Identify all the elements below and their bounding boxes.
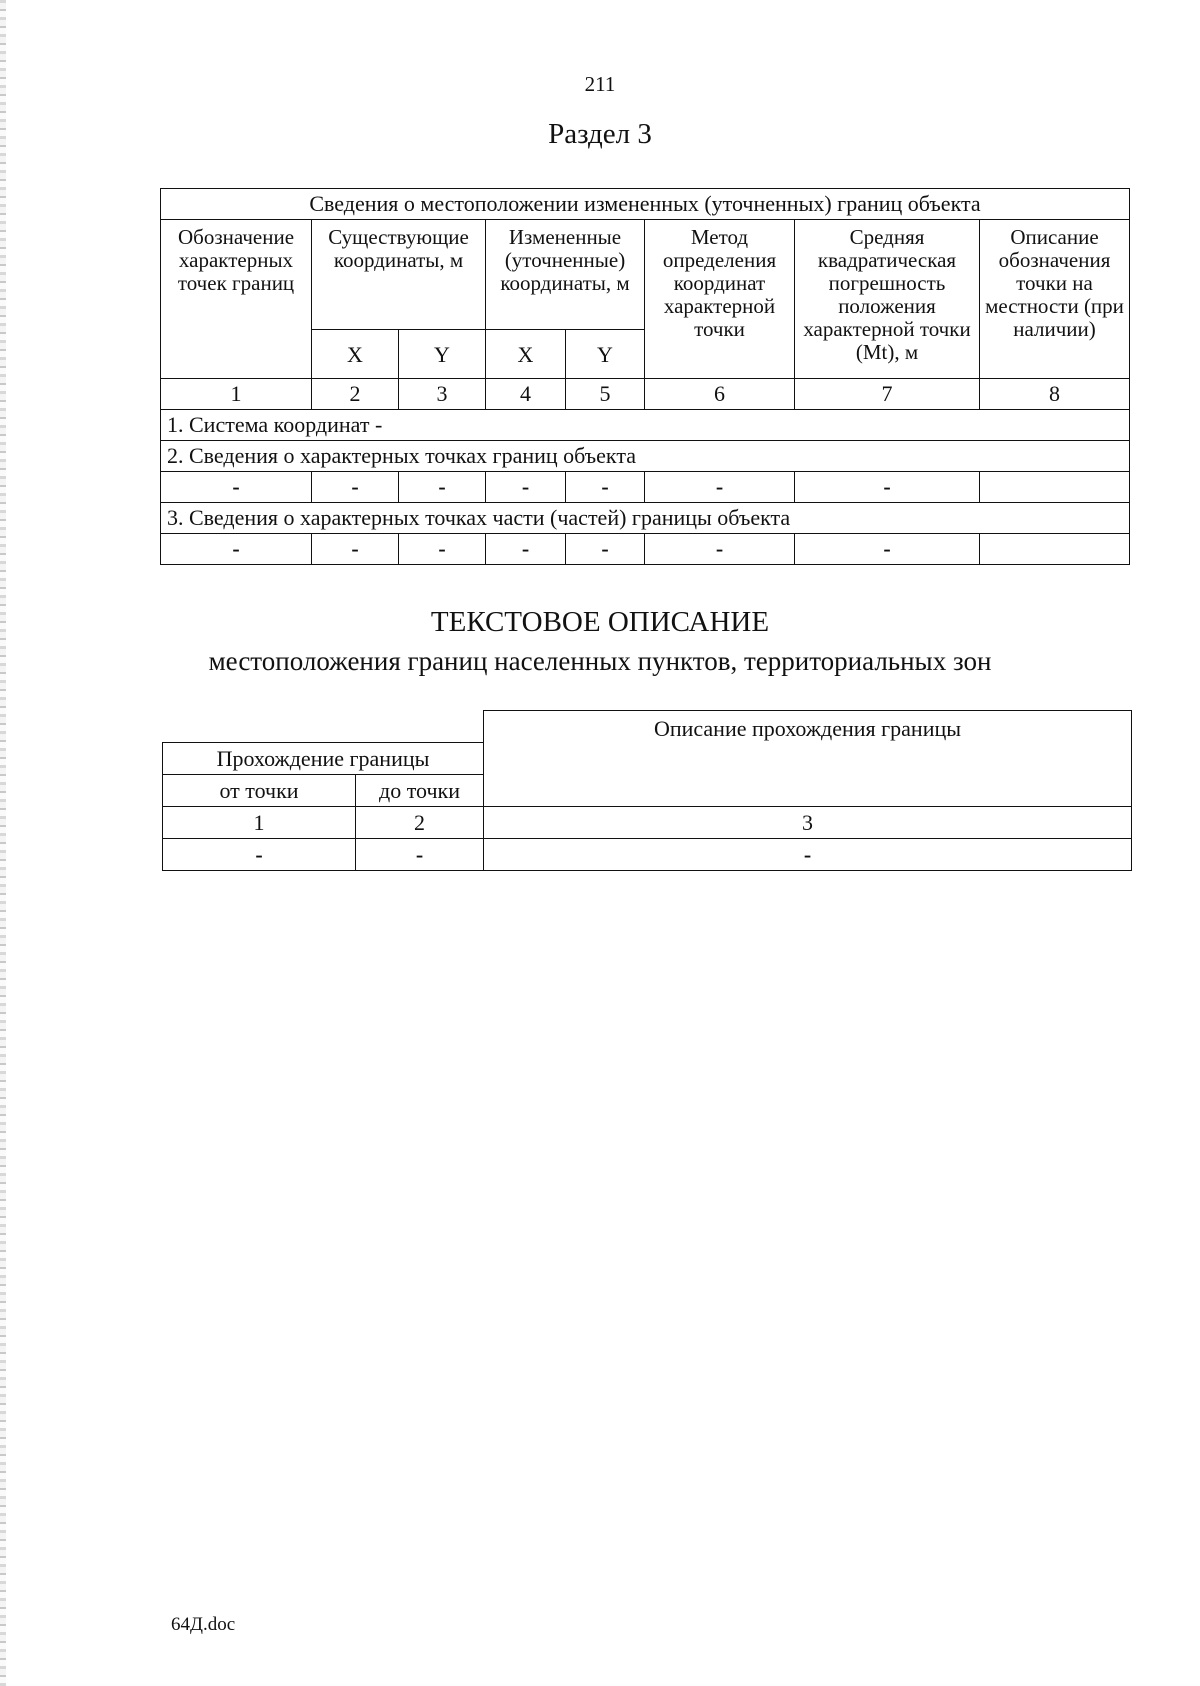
column-number: 8	[980, 379, 1130, 410]
header-boundary-passage: Прохождение границы	[163, 742, 484, 774]
table-cell: -	[486, 472, 566, 503]
section-coordinate-system: 1. Система координат -	[161, 410, 1130, 441]
column-number: 1	[163, 806, 356, 838]
scan-edge-artifact	[0, 0, 6, 1686]
column-number: 1	[161, 379, 312, 410]
header-changed-x: X	[486, 330, 566, 379]
header-changed-coordinates: Измененные (уточненные) координаты, м	[486, 220, 645, 330]
boundary-coordinates-table	[160, 188, 1130, 565]
header-accuracy: Средняя квадратическая погрешность положения характерной точки (Mt), м	[795, 220, 980, 379]
table-row	[163, 838, 1132, 870]
section-row	[161, 503, 1130, 534]
column-number: 2	[312, 379, 399, 410]
footer-filename: 64Д.doc	[171, 1614, 236, 1635]
section-row	[161, 410, 1130, 441]
header-changed-y: Y	[566, 330, 645, 379]
column-number: 3	[484, 806, 1132, 838]
table-cell: -	[161, 534, 312, 565]
table-cell: -	[484, 838, 1132, 870]
table-cell: -	[566, 534, 645, 565]
text-description-title: ТЕКСТОВОЕ ОПИСАНИЕ	[430, 606, 770, 638]
header-point-description: Описание обозначения точки на местности (при наличии)	[980, 220, 1130, 379]
header-existing-y: Y	[399, 330, 486, 379]
spacer-cell	[163, 711, 484, 743]
section-part-boundary-points: 3. Сведения о характерных точках части (частей) границы объекта	[161, 503, 1130, 534]
page-number: 211	[584, 72, 616, 96]
column-number-row	[163, 806, 1132, 838]
column-number: 2	[356, 806, 484, 838]
header-method: Метод определения координат характерной точки	[645, 220, 795, 379]
table-cell: -	[356, 838, 484, 870]
table-cell: -	[795, 534, 980, 565]
table-cell: -	[312, 534, 399, 565]
table-cell: -	[645, 472, 795, 503]
header-boundary-description: Описание прохождения границы	[484, 711, 1132, 807]
column-number: 6	[645, 379, 795, 410]
table-cell: -	[795, 472, 980, 503]
section-boundary-points: 2. Сведения о характерных точках границ объекта	[161, 441, 1130, 472]
table-cell: -	[163, 838, 356, 870]
table-row	[161, 472, 1130, 503]
table-cell: -	[399, 472, 486, 503]
table-cell	[980, 472, 1130, 503]
column-number: 3	[399, 379, 486, 410]
column-number: 7	[795, 379, 980, 410]
header-existing-coordinates: Существующие координаты, м	[312, 220, 486, 330]
table-cell: -	[645, 534, 795, 565]
section-row	[161, 441, 1130, 472]
boundary-description-table	[162, 710, 1132, 871]
header-from-point: от точки	[163, 774, 356, 806]
table-cell: -	[312, 472, 399, 503]
section-title: Раздел 3	[548, 118, 652, 150]
header-to-point: до точки	[356, 774, 484, 806]
column-number: 4	[486, 379, 566, 410]
table-row	[161, 534, 1130, 565]
table-caption-row	[161, 189, 1130, 220]
header-point-designation: Обозначение характерных точек границ	[161, 220, 312, 379]
table-header-row	[163, 711, 1132, 743]
table-header-row	[161, 220, 1130, 330]
column-number-row	[161, 379, 1130, 410]
table-caption: Сведения о местоположении измененных (уточненных) границ объекта	[161, 189, 1130, 220]
table-cell	[980, 534, 1130, 565]
table-cell: -	[566, 472, 645, 503]
header-existing-x: X	[312, 330, 399, 379]
text-description-subtitle: местоположения границ населенных пунктов, территориальных зон	[208, 646, 992, 676]
table-cell: -	[486, 534, 566, 565]
table-cell: -	[161, 472, 312, 503]
column-number: 5	[566, 379, 645, 410]
table-cell: -	[399, 534, 486, 565]
